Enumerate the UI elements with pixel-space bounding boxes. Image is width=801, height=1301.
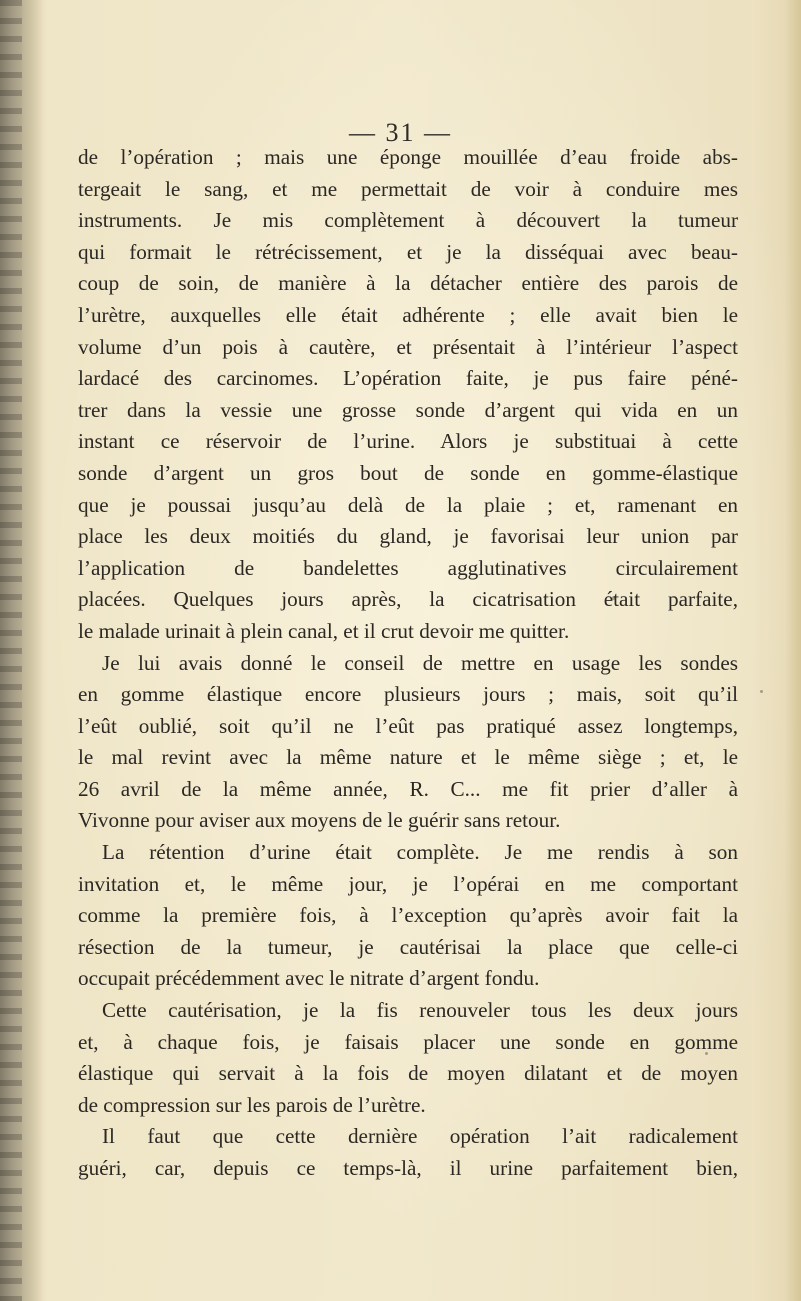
text-line: 26 avril de la même année, R. C... me fit prier d’aller à — [78, 776, 738, 801]
body-text — [78, 142, 738, 1185]
text-line: coup de soin, de manière à la détacher entière des parois de — [78, 271, 738, 296]
text-line: que je poussai jusqu’au delà de la plaie ; et, ramenant en — [78, 492, 738, 517]
text-line: l’urètre, auxquelles elle était adhérente ; elle avait bien le — [78, 302, 738, 327]
text-line: élastique qui servait à la fois de moyen dilatant et de moyen — [78, 1061, 738, 1086]
binding-texture — [0, 0, 22, 1301]
text-line: Il faut que cette dernière opération l’ait radicalement — [102, 1124, 738, 1149]
page-number: — 31 — — [349, 118, 452, 147]
text-line: le mal revint avec la même nature et le même siège ; et, le — [78, 745, 738, 770]
text-line: comme la première fois, à l’exception qu’après avoir fait la — [78, 903, 738, 928]
text-line: instruments. Je mis complètement à découvert la tumeur — [78, 208, 738, 233]
text-line: invitation et, le même jour, je l’opérai en me comportant — [78, 871, 738, 896]
text-line: l’application de bandelettes agglutinatives circulairement — [78, 555, 738, 580]
text-line: trer dans la vessie une grosse sonde d’argent qui vida en un — [78, 397, 738, 422]
text-line: place les deux moitiés du gland, je favorisai leur union par — [78, 524, 738, 549]
text-line: tergeait le sang, et me permettait de voir à conduire mes — [78, 176, 738, 201]
text-line: Vivonne pour aviser aux moyens de le guérir sans retour. — [78, 808, 561, 833]
page-edge — [785, 0, 801, 1301]
text-line: placées. Quelques jours après, la cicatrisation était parfaite, — [78, 587, 738, 612]
text-line: occupait précédemment avec le nitrate d’argent fondu. — [78, 966, 540, 991]
text-line: qui formait le rétrécissement, et je la disséquai avec beau- — [78, 239, 738, 264]
text-line: l’eût oublié, soit qu’il ne l’eût pas pratiqué assez longtemps, — [78, 713, 738, 738]
text-line: résection de la tumeur, je cautérisai la place que celle-ci — [78, 934, 738, 959]
text-line: instant ce réservoir de l’urine. Alors je substituai à cette — [78, 429, 738, 454]
text-line: Cette cautérisation, je la fis renouveler tous les deux jours — [102, 998, 738, 1023]
text-line: lardacé des carcinomes. L’opération faite, je pus faire péné- — [78, 366, 738, 391]
text-line: guéri, car, depuis ce temps-là, il urine parfaitement bien, — [78, 1156, 738, 1180]
text-line: et, à chaque fois, je faisais placer une sonde en gomme — [78, 1029, 738, 1054]
text-line: de compression sur les parois de l’urètre. — [78, 1092, 426, 1117]
text-line: sonde d’argent un gros bout de sonde en gomme-élastique — [78, 460, 738, 485]
text-line: en gomme élastique encore plusieurs jours ; mais, soit qu’il — [78, 682, 738, 707]
text-line: volume d’un pois à cautère, et présentait à l’intérieur l’aspect — [78, 334, 738, 359]
text-line: le malade urinait à plein canal, et il crut devoir me quitter. — [78, 618, 570, 643]
text-line: de l’opération ; mais une éponge mouillée d’eau froide abs- — [78, 145, 738, 169]
text-line: Je lui avais donné le conseil de mettre en usage les sondes — [102, 650, 738, 675]
text-line: La rétention d’urine était complète. Je me rendis à son — [102, 840, 738, 865]
paper-speck — [760, 690, 763, 693]
